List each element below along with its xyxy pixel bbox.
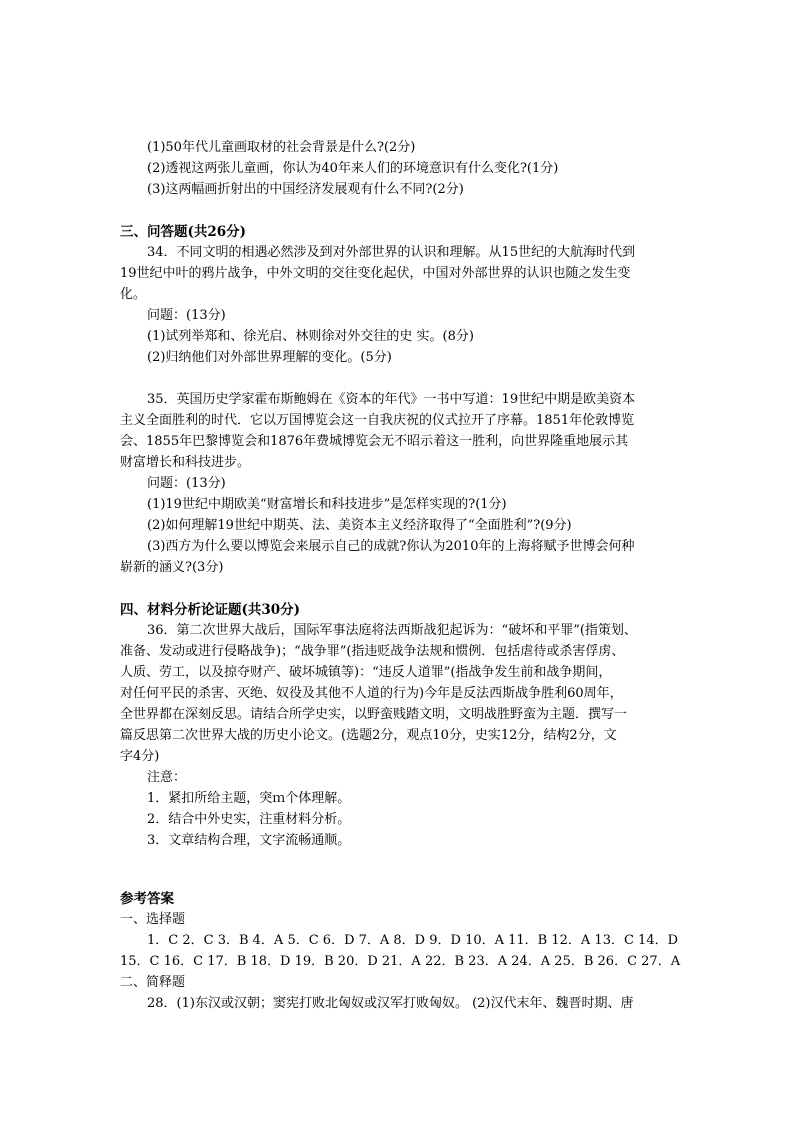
- q33-sub-1: (1)50年代儿童画取材的社会背景是什么?(2分): [147, 140, 416, 155]
- q35-question: 问题：(13分): [147, 476, 226, 491]
- answers-part1-line-2: 15．C 16．C 17．B 18．D 19．B 20．D 21．A 22．B 23．A 24．A 25．B 26．C 27．A: [120, 954, 681, 969]
- q35-line-4: 财富增长和科技进步。: [120, 455, 251, 470]
- q33-sub-2: (2)透视这两张儿童画，你认为40年来人们的环境意识有什么变化?(1分): [147, 161, 559, 176]
- q36-line-7: 字4分): [120, 749, 160, 764]
- q34-question: 问题：(13分): [147, 308, 226, 323]
- q34-sub-1: (1)试列举郑和、徐光启、林则徐对外交往的史 实。(8分): [147, 329, 474, 344]
- note-1: 1．紧扣所给主题，突ｍ个体理解。: [147, 791, 351, 806]
- answers-part1-title: 一、选择题: [120, 912, 186, 927]
- q36-line-6: 篇反思第二次世界大战的历史小论文。(选题2分，观点10分，史实12分，结构2分，文: [120, 728, 617, 743]
- q36-line-4: 对任何平民的杀害、灭绝、奴役及其他不人道的行为)今年是反法西斯战争胜利60周年，: [120, 686, 623, 701]
- q35-line-2: 主义全面胜利的时代．它以万国博览会这一自我庆祝的仪式拉开了序幕。1851年伦敦博览: [120, 413, 635, 428]
- q33-sub-3: (3)这两幅画折射出的中国经济发展观有什么不同?(2分): [147, 182, 464, 197]
- q36-line-2: 准备、发动或进行侵略战争)；“战争罪”(指违贬战争法规和惯例．包括虐待或杀害俘虏、: [120, 644, 625, 659]
- q35-line-3: 会、1855年巴黎博览会和1876年费城博览会无不昭示着这一胜利，向世界隆重地展示其: [120, 434, 629, 449]
- q35-sub-3-cont: 崭新的涵义?(3分): [120, 560, 224, 575]
- note-3: 3．文章结构合理，文字流畅通顺。: [147, 833, 351, 848]
- q36-line-1: 36．第二次世界大战后，国际军事法庭将法西斯战犯起诉为：“破坏和平罪”(指策划、: [147, 623, 637, 638]
- q35-sub-2: (2)如何理解19世纪中期英、法、美资本主义经济取得了“全面胜利”?(9分): [147, 518, 572, 533]
- answers-part2-line-1: 28．(1)东汉或汉朝；窦宪打败北匈奴或汉军打败匈奴。 (2)汉代末年、魏晋时期、唐: [147, 996, 634, 1011]
- q34-line-2: 19世纪中叶的鸦片战争，中外文明的交往变化起伏，中国对外部世界的认识也随之发生变: [120, 266, 631, 281]
- q35-sub-1: (1)19世纪中期欧美“财富增长和科技进步”是怎样实现的?(1分): [147, 497, 507, 512]
- q36-line-5: 全世界都在深刻反思。请结合所学史实，以野蛮贱踏文明，文明战胜野蛮为主题．撰写一: [120, 707, 628, 722]
- q36-line-3: 人质、劳工，以及掠夺财产、破坏城镇等)：“违反人道罪”(指战争发生前和战争期间，: [120, 665, 612, 680]
- answers-title: 参考答案: [120, 891, 174, 907]
- section3-title: 三、问答题(共26分): [120, 224, 247, 240]
- q34-line-3: 化。: [120, 287, 147, 302]
- notes-label: 注意：: [147, 770, 187, 785]
- q35-line-1: 35．英国历史学家霍布斯鲍姆在《资本的年代》一书中写道：19世纪中期是欧美资本: [147, 392, 636, 407]
- section4-title: 四、材料分析论证题(共30分): [120, 602, 301, 618]
- answers-part2-title: 二、简释题: [120, 975, 186, 990]
- q35-sub-3: (3)西方为什么要以博览会来展示自己的成就?你认为2010年的上海将赋予世博会何种: [147, 539, 635, 554]
- q34-sub-2: (2)归纳他们对外部世界理解的变化。(5分): [147, 350, 392, 365]
- answers-part1-line-1: 1．C 2．C 3．B 4．A 5．C 6．D 7．A 8．D 9．D 10．A 11．B 12．A 13．C 14．D: [147, 933, 679, 948]
- note-2: 2．结合中外史实，注重材料分析。: [147, 812, 351, 827]
- q34-line-1: 34．不同文明的相遇必然涉及到对外部世界的认识和理解。从15世纪的大航海时代到: [147, 245, 636, 260]
